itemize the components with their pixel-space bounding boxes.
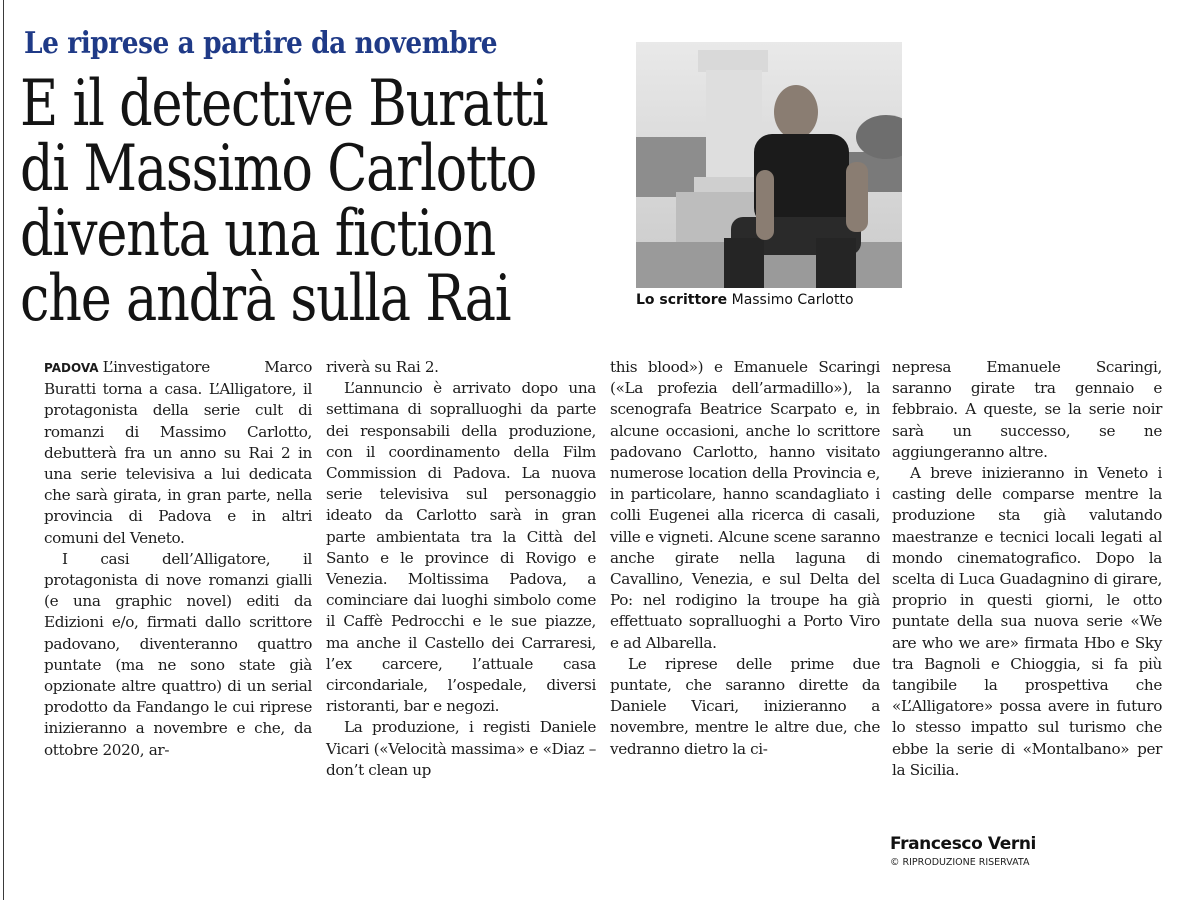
- photo-illustration: [636, 42, 902, 288]
- page-border: [3, 0, 4, 900]
- kicker: Le riprese a partire da novembre: [24, 26, 498, 61]
- article-column-1: [44, 357, 312, 761]
- photo-caption: [636, 292, 854, 308]
- caption-name: Massimo Carlotto: [731, 292, 854, 308]
- headline-line: di Massimo Carlotto: [20, 132, 537, 206]
- paragraph: riverà su Rai 2.: [326, 358, 439, 376]
- paragraph: [44, 357, 312, 549]
- paragraph: I casi dell’Alligatore, il protagonista di nove romanzi gialli (e una graphic novel) editi da Edizioni e/o, firmati dallo scrittore padovano, diventeranno quattro puntate (ma ne sono state già opzionate altre quattro) di un serial prodotto da Fandango le cui riprese inizieranno a novembre e che, da ottobre 2020, ar-: [44, 549, 312, 759]
- dateline: PADOVA: [44, 361, 99, 375]
- paragraph-text: L’investigatore Marco Buratti torna a casa. L’Alligatore, il protagonista della serie cult di romanzi di Massimo Carlotto, debutterà fra un anno su Rai 2 in una serie televisiva a lui dedicata che sarà girata, in gran parte, nella provincia di Padova e in altri comuni del Veneto.: [44, 358, 312, 547]
- paragraph: A breve inizieranno in Veneto i casting delle comparse mentre la produzione sta già valutando maestranze e tecnici locali legati al mondo cinematografico. Dopo la scelta di Luca Guadagnino di girare, proprio in questi giorni, le otto puntate della sua nuova serie «We are who we are» firmata Hbo e Sky tra Bagnoli e Chioggia, si fa più tangibile la prospettiva che «L’Alligatore» possa avere in futuro lo stesso impatto sul turismo che ebbe la serie di «Montalbano» per la Sicilia.: [892, 464, 1162, 779]
- paragraph: La produzione, i registi Daniele Vicari («Velocità massima» e «Diaz – don’t clean up: [326, 718, 596, 779]
- headline-line: E il detective Buratti: [20, 67, 548, 141]
- paragraph: this blood») e Emanuele Scaringi («La profezia dell’armadillo»), la scenografa Beatrice Scarpato e, in alcune occasioni, anche lo scrittore padovano Carlotto, hanno visitato numerose location della Provincia e, in particolare, hanno scandagliato i colli Eugenei alla ricerca di casali, ville e vigneti. Alcune scene saranno anche girate nella laguna di Cavallino, Venezia, e sul Delta del Po: nel rodigino la troupe ha già effettuato sopralluoghi a Porto Viro e ad Albarella.: [610, 358, 880, 652]
- caption-label: Lo scrittore: [636, 292, 728, 308]
- article-column-2: [326, 357, 596, 781]
- rights-notice: © RIPRODUZIONE RISERVATA: [890, 857, 1030, 868]
- headline-line: che andrà sulla Rai: [20, 262, 511, 336]
- article-column-4: [892, 357, 1162, 781]
- paragraph: Le riprese delle prime due puntate, che saranno dirette da Daniele Vicari, inizieranno a novembre, mentre le altre due, che vedranno dietro la ci-: [610, 654, 880, 758]
- paragraph: nepresa Emanuele Scaringi, saranno girate tra gennaio e febbraio. A queste, se la serie noir sarà un successo, se ne aggiungeranno altre.: [892, 358, 1162, 461]
- article-column-3: [610, 357, 880, 760]
- headline-line: diventa una fiction: [20, 197, 496, 271]
- paragraph: L’annuncio è arrivato dopo una settimana di sopralluoghi da parte dei responsabili della produzione, con il coordinamento della Film Commission di Padova. La nuova serie televisiva sul personaggio ideato da Carlotto sarà in gran parte ambientata tra la Città del Santo e le province di Rovigo e Venezia. Moltissima Padova, a cominciare dai luoghi simbolo come il Caffè Pedrocchi e le sue piazze, ma anche il Castello dei Carraresi, l’ex carcere, l’attuale casa circondariale, l’ospedale, diversi ristoranti, bar e negozi.: [326, 379, 596, 716]
- author-byline: Francesco Verni: [890, 834, 1036, 854]
- headline: [20, 67, 548, 336]
- author-photo: [636, 42, 902, 288]
